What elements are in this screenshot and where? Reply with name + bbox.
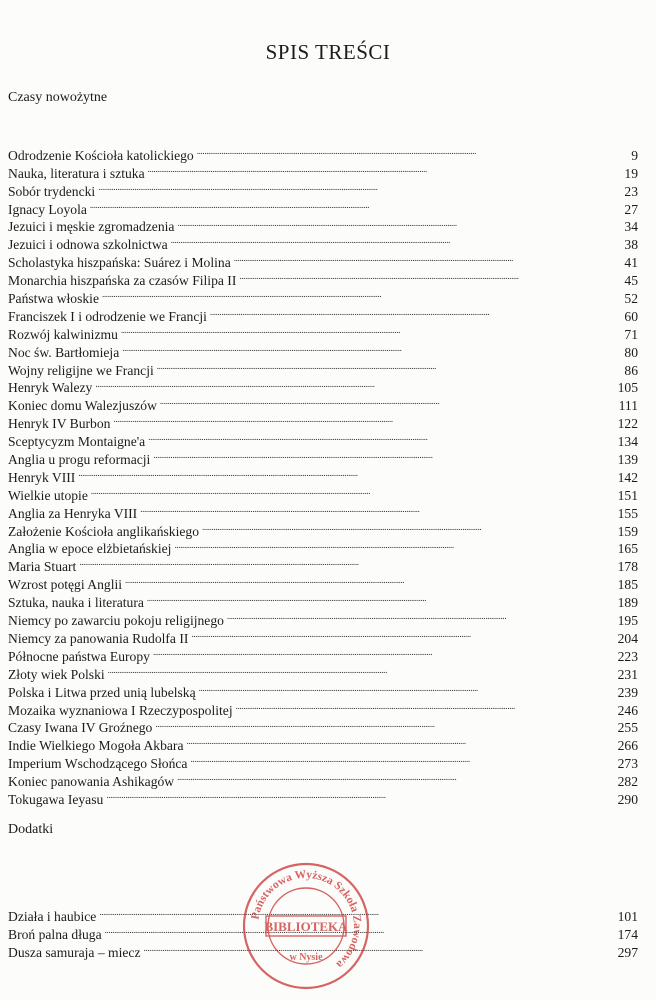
- toc-entry-page: 86: [624, 362, 638, 378]
- toc-entry: [8, 285, 638, 307]
- toc-dot-leader: [125, 571, 615, 589]
- toc-entry-page: 9: [631, 147, 638, 163]
- toc-entry-page: 290: [617, 791, 638, 807]
- toc-dot-leader: [108, 661, 615, 679]
- toc-entry: [8, 196, 638, 217]
- toc-dot-leader: [197, 142, 628, 160]
- toc-entry-page: 239: [617, 684, 638, 700]
- toc-entry-page: 255: [617, 720, 638, 736]
- toc-dot-leader: [202, 518, 615, 536]
- toc-entry-title: Henryk IV Burbon: [8, 416, 111, 432]
- toc-entry-title: Sobór trydencki: [8, 183, 96, 199]
- toc-entry-title: Koniec domu Walezjuszów: [8, 398, 157, 414]
- toc-dot-leader: [160, 392, 616, 410]
- toc-entry-page: 189: [617, 595, 638, 611]
- toc-entry: [8, 392, 638, 414]
- toc-entry-page: 155: [617, 505, 638, 521]
- toc-entry-title: Henryk VIII: [8, 469, 76, 485]
- toc-entry-title: Niemcy za panowania Rudolfa II: [8, 630, 189, 646]
- toc-entry-title: Henryk Walezy: [8, 380, 93, 396]
- toc-entry-page: 105: [617, 380, 638, 396]
- section-label-czasy-nowozytne: Czasy nowożytne: [8, 90, 108, 105]
- toc-entry-page: 223: [617, 648, 638, 664]
- toc-entry-title: Sceptycyzm Montaigne'a: [8, 434, 146, 450]
- toc-dot-leader: [157, 357, 622, 375]
- toc-dot-leader: [113, 410, 614, 428]
- toc-entry-page: 52: [624, 291, 638, 307]
- toc-entry: [8, 482, 638, 503]
- toc-entry-page: 159: [617, 523, 638, 539]
- toc-dot-leader: [174, 536, 614, 554]
- toc-entry-title: Dusza samuraja – miecz: [8, 944, 141, 960]
- section-label-dodatki: Dodatki: [8, 822, 54, 837]
- toc-entry-title: Wojny religijne we Francji: [8, 362, 154, 378]
- toc-dot-leader: [90, 196, 622, 214]
- toc-entry-title: Jezuici i odnowa szkolnictwa: [8, 237, 168, 253]
- toc-entry-page: 273: [617, 756, 638, 772]
- toc-dot-leader: [153, 643, 615, 661]
- toc-entry-page: 19: [624, 165, 638, 181]
- toc-entry-title: Anglia w epoce elżbietańskiej: [8, 541, 172, 557]
- toc-entry-page: 34: [624, 219, 638, 235]
- toc-entry-title: Ignacy Loyola: [8, 201, 87, 217]
- toc-entry-page: 178: [617, 559, 638, 575]
- toc-entry: [8, 500, 638, 521]
- toc-dot-leader: [171, 231, 622, 249]
- toc-entry-page: 246: [617, 702, 638, 718]
- toc-dot-leader: [148, 160, 622, 178]
- toc-entry-page: 297: [617, 944, 638, 960]
- toc-dot-leader: [121, 321, 622, 339]
- toc-entry-page: 139: [617, 452, 638, 468]
- toc-entry-page: 165: [617, 541, 638, 557]
- toc-entry-page: 45: [624, 273, 638, 289]
- toc-dot-leader: [98, 178, 621, 196]
- toc-entry-page: 204: [617, 630, 638, 646]
- toc-dot-leader: [102, 285, 621, 303]
- toc-entry-title: Anglia u progu reformacji: [8, 452, 151, 468]
- toc-dot-leader: [143, 939, 614, 957]
- stamp-center-text: BIBLIOTEKA: [264, 919, 348, 934]
- toc-entry: [8, 553, 638, 575]
- toc-entry-page: 142: [617, 469, 638, 485]
- toc-entry-title: Jezuici i męskie zgromadzenia: [8, 219, 175, 235]
- toc-entry: [8, 571, 638, 593]
- toc-entry-title: Wzrost potęgi Anglii: [8, 577, 123, 593]
- toc-entry-title: Koniec panowania Ashikagów: [8, 774, 175, 790]
- toc-entry-page: 38: [624, 237, 638, 253]
- toc-list-main: [8, 142, 638, 807]
- toc-dot-leader: [187, 732, 615, 750]
- toc-entry-title: Działa i haubice: [8, 908, 97, 924]
- toc-entry: [8, 142, 638, 163]
- toc-dot-leader: [95, 375, 614, 393]
- toc-dot-leader: [153, 446, 614, 464]
- toc-entry-page: 122: [617, 416, 638, 432]
- toc-entry-page: 80: [624, 344, 638, 360]
- toc-dot-leader: [239, 267, 621, 285]
- toc-entry: [8, 464, 638, 485]
- toc-entry-title: Polska i Litwa przed unią lubelską: [8, 684, 196, 700]
- toc-entry-title: Północne państwa Europy: [8, 648, 150, 664]
- toc-entry-title: Niemcy po zawarciu pokoju religijnego: [8, 613, 224, 629]
- toc-entry-page: 111: [618, 398, 638, 414]
- toc-entry-page: 266: [617, 738, 638, 754]
- toc-entry-title: Maria Stuart: [8, 559, 77, 575]
- toc-entry-page: 174: [617, 926, 638, 942]
- stamp-ring-text: Państwowa Wyższa Szkoła Zawodowa: [249, 868, 364, 971]
- toc-entry-title: Franciszek I i odrodzenie we Francji: [8, 308, 207, 324]
- toc-entry-title: Rozwój kalwinizmu: [8, 326, 118, 342]
- toc-dot-leader: [155, 715, 614, 733]
- toc-entry: [8, 214, 638, 235]
- toc-entry-page: 60: [624, 308, 638, 324]
- toc-entry-page: 151: [617, 487, 638, 503]
- toc-entry-title: Sztuka, nauka i literatura: [8, 595, 144, 611]
- toc-entry-title: Założenie Kościoła anglikańskiego: [8, 523, 200, 539]
- toc-dot-leader: [227, 607, 615, 625]
- toc-dot-leader: [210, 303, 621, 321]
- toc-entry-title: Tokugawa Ieyasu: [8, 791, 104, 807]
- stamp-bottom-text: w Nysie: [289, 952, 323, 963]
- toc-dot-leader: [78, 464, 614, 482]
- toc-dot-leader: [191, 625, 614, 643]
- toc-entry: [8, 375, 638, 396]
- toc-entry-page: 23: [624, 183, 638, 199]
- toc-entry-title: Imperium Wschodzącego Słońca: [8, 756, 188, 772]
- toc-dot-leader: [79, 553, 614, 571]
- toc-dot-leader: [106, 786, 614, 804]
- toc-entry-title: Indie Wielkiego Mogoła Akbara: [8, 738, 184, 754]
- toc-entry-page: 41: [624, 255, 638, 271]
- toc-entry-title: Nauka, literatura i sztuka: [8, 165, 145, 181]
- toc-dot-leader: [199, 679, 615, 697]
- toc-dot-leader: [147, 589, 615, 607]
- toc-entry-page: 71: [624, 326, 638, 342]
- toc-entry-page: 185: [617, 577, 638, 593]
- toc-entry-title: Scholastyka hiszpańska: Suárez i Molina: [8, 255, 231, 271]
- toc-dot-leader: [91, 482, 615, 500]
- toc-entry-title: Noc św. Bartłomieja: [8, 344, 120, 360]
- toc-entry-page: 231: [617, 666, 638, 682]
- toc-entry-title: Czasy Iwana IV Groźnego: [8, 720, 153, 736]
- toc-dot-leader: [122, 339, 621, 357]
- library-stamp: [240, 860, 372, 992]
- toc-dot-leader: [234, 249, 622, 267]
- page-title: SPIS TREŚCI: [265, 40, 391, 64]
- toc-entry-page: 195: [617, 613, 638, 629]
- toc-entry-title: Wielkie utopie: [8, 487, 88, 503]
- toc-entry-page: 282: [617, 774, 638, 790]
- toc-entry-title: Monarchia hiszpańska za czasów Filipa II: [8, 273, 237, 289]
- toc-dot-leader: [140, 500, 614, 518]
- toc-entry-title: Anglia za Henryka VIII: [8, 505, 138, 521]
- toc-dot-leader: [177, 214, 621, 232]
- toc-dot-leader: [190, 750, 614, 768]
- toc-entry-page: 27: [624, 201, 638, 217]
- toc-dot-leader: [148, 428, 614, 446]
- toc-dot-leader: [177, 768, 615, 786]
- toc-entry: [8, 178, 638, 199]
- toc-entry-title: Odrodzenie Kościoła katolickiego: [8, 147, 194, 163]
- toc-dot-leader: [236, 697, 615, 715]
- toc-entry-page: 134: [617, 434, 638, 450]
- toc-entry-title: Złoty wiek Polski: [8, 666, 105, 682]
- toc-entry-title: Państwa włoskie: [8, 291, 99, 307]
- toc-entry-title: Mozaika wyznaniowa I Rzeczypospolitej: [8, 702, 233, 718]
- toc-entry-title: Broń palna długa: [8, 926, 102, 942]
- toc-entry: [8, 303, 638, 324]
- toc-entry-page: 101: [617, 908, 638, 924]
